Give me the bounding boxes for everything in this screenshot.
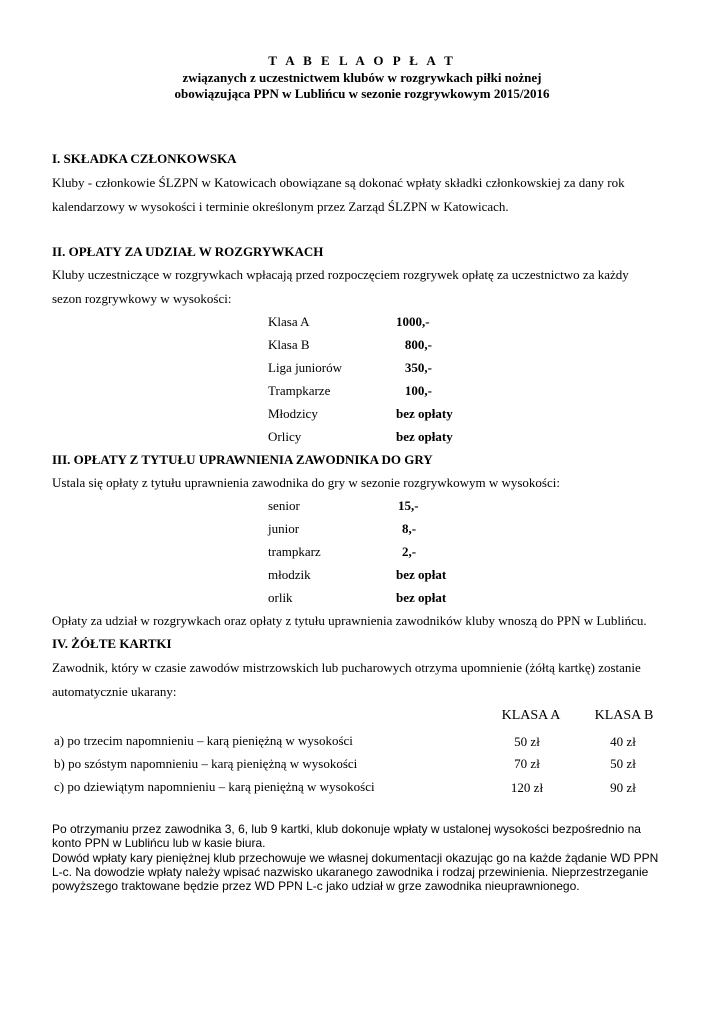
paragraph-line: Kluby - członkowie ŚLZPN w Katowicach obowiązane są dokonać wpłaty składki członkowskiej za dany rok bbox=[52, 175, 625, 190]
fee-label: Liga juniorów bbox=[268, 360, 343, 375]
section-heading: I. SKŁADKA CZŁONKOWSKA bbox=[52, 151, 237, 166]
paragraph-line: automatycznie ukarany: bbox=[52, 684, 177, 699]
fee-label: senior bbox=[268, 498, 300, 513]
penalty-row-label: c) po dziewiątym napomnieniu – karą pieniężną w wysokości bbox=[54, 779, 375, 794]
section-heading: IV. ŻÓŁTE KARTKI bbox=[52, 636, 172, 651]
paragraph-line: Kluby uczestniczące w rozgrywkach wpłacają przed rozpoczęciem rozgrywek opłatę za uczestnictwo za każdy bbox=[52, 267, 629, 282]
fee-label: Młodzicy bbox=[268, 406, 318, 421]
penalty-value-a: 70 zł bbox=[514, 756, 540, 771]
fee-value: 350,- bbox=[404, 360, 432, 375]
document-title: T A B E L A O P Ł A T bbox=[268, 53, 456, 68]
paragraph-line: Ustala się opłaty z tytułu uprawnienia zawodnika do gry w sezonie rozgrywkowym w wysokości: bbox=[52, 475, 560, 490]
penalty-row-label: b) po szóstym napomnieniu – karą pieniężną w wysokości bbox=[54, 756, 358, 771]
penalty-value-a: 120 zł bbox=[510, 780, 544, 795]
paragraph-line: Opłaty za udział w rozgrywkach oraz opłaty z tytułu uprawnienia zawodników kluby wnoszą do PPN w Lublińcu. bbox=[52, 613, 647, 628]
penalty-row-label: a) po trzecim napomnieniu – karą pieniężną w wysokości bbox=[54, 733, 353, 748]
penalty-value-b: 90 zł bbox=[610, 780, 636, 795]
paragraph-line: Zawodnik, który w czasie zawodów mistrzowskich lub pucharowych otrzyma upomnienie (żółtą kartkę) zostanie bbox=[52, 660, 641, 675]
fee-value: 2,- bbox=[402, 544, 417, 559]
fee-value: bez opłaty bbox=[396, 429, 453, 444]
penalty-value-a: 50 zł bbox=[514, 734, 540, 749]
penalty-value-b: 50 zł bbox=[610, 756, 636, 771]
paragraph-line: sezon rozgrywkowy w wysokości: bbox=[52, 291, 232, 306]
fee-value: 800,- bbox=[404, 337, 432, 352]
note-paragraph: Dowód wpłaty kary pieniężnej klub przechowuje we własnej dokumentacji okazując go na każde żądanie WD PPN L-c. Na dowodzie wpłaty należy wpisać nazwisko ukaranego zawodnika i rodzaj przewinienia. Nieprzestrzeganie powyższego traktowane będzie przez WD PPN L-c jako udział w grze zawodnika nieuprawnionego. bbox=[52, 851, 659, 893]
column-header-klasa-a: KLASA A bbox=[501, 708, 561, 723]
fee-value: bez opłat bbox=[396, 590, 447, 605]
section-heading: II. OPŁATY ZA UDZIAŁ W ROZGRYWKACH bbox=[52, 244, 324, 259]
penalty-value-b: 40 zł bbox=[610, 734, 636, 749]
fee-label: młodzik bbox=[268, 567, 311, 582]
fee-label: orlik bbox=[268, 590, 293, 605]
fee-value: 100,- bbox=[404, 383, 432, 398]
column-header-klasa-b: KLASA B bbox=[594, 708, 654, 723]
fee-label: Orlicy bbox=[268, 429, 302, 444]
fee-label: Klasa A bbox=[268, 314, 310, 329]
document-subtitle: związanych z uczestnictwem klubów w rozgrywkach piłki nożnej bbox=[182, 70, 542, 85]
fee-label: Trampkarze bbox=[268, 383, 331, 398]
fee-label: junior bbox=[268, 521, 300, 536]
note-paragraph: Po otrzymaniu przez zawodnika 3, 6, lub 9 kartki, klub dokonuje wpłaty w ustalonej wysokości bezpośrednio na konto PPN w Lublińcu lub w kasie biura. bbox=[52, 822, 641, 850]
fee-value: bez opłaty bbox=[396, 406, 453, 421]
fee-value: bez opłat bbox=[396, 567, 447, 582]
fee-label: trampkarz bbox=[268, 544, 321, 559]
paragraph-line: kalendarzowy w wysokości i terminie określonym przez Zarząd ŚLZPN w Katowicach. bbox=[52, 199, 509, 214]
fee-value: 1000,- bbox=[396, 314, 430, 329]
fee-value: 15,- bbox=[398, 498, 419, 513]
fee-value: 8,- bbox=[402, 521, 417, 536]
fee-label: Klasa B bbox=[268, 337, 310, 352]
document-subtitle: obowiązująca PPN w Lublińcu w sezonie rozgrywkowym 2015/2016 bbox=[174, 86, 550, 101]
section-heading: III. OPŁATY Z TYTUŁU UPRAWNIENIA ZAWODNIKA DO GRY bbox=[52, 452, 433, 467]
